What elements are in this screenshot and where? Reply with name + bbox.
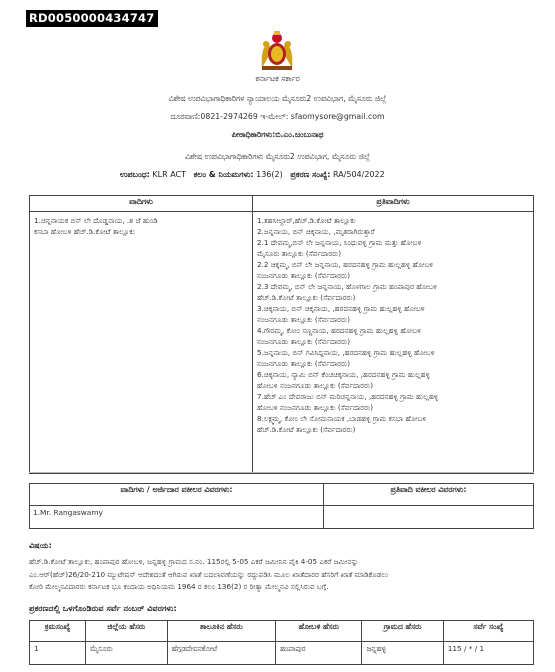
respondent-line: ನಂಜನಗೂಡು ತಾಲ್ಲೂಕು (ಸೆರ್ವದಾರರು) (257, 359, 351, 368)
respondents-cell (253, 212, 534, 474)
karnataka-emblem-icon (254, 28, 300, 72)
survey-cell: ಜನ್ನಹಳ್ಳಿ (362, 642, 443, 665)
respondent-advocate-value (324, 506, 534, 529)
subject-line: ಹೆಚ್.ಡಿ.ಕೋಟೆ ತಾಲ್ಲೂಕು, ಹಂಪಾಪುರ ಹೋಬಳಿ, ಜನ್ನಹಳ್ಳಿ ಗ್ರಾಮದ ಸ.ನಂ. 115ರಲ್ಲಿ 5-05 ಎಕರೆ ಜಮೀನಿನ ಪೈಕಿ 4-05 ಎಕರೆ ಜಮೀನನ್ನು (29, 557, 359, 566)
survey-col-header: ಕ್ರಮಸಂಖ್ಯೆ (30, 621, 86, 642)
advocates-table (29, 483, 534, 529)
survey-title: ಪ್ರಕರಣದಲ್ಲಿ ಒಳಗೊಂಡಿರುವ ಸರ್ವೆ ನಂಬರ್ ವಿವರಗಳು: (29, 603, 177, 613)
subject-title: ವಿಷಯ: (29, 540, 52, 550)
presiding-officer: ಪೀಠಾಧಿಕಾರಿಗಳು:ಬಿ.ಎಂ.ಜಂಬುನಾಥ (231, 130, 324, 139)
case-number-value: RA/504/2022 (332, 170, 385, 179)
respondent-line: 6.ಚಿಕ್ಕನಾಯ, ನ್ಯಾಮಿ ಬಿನ್ ಕೆಂಚಚಿಕ್ಕನಾಯ, ,ಹರದನಹಳ್ಳಿ ಗ್ರಾಮ ಹುಲ್ಲಹಳ್ಳಿ (257, 370, 431, 379)
office-name: ವಿಶೇಷ ಉಪವಿಭಾಗಾಧಿಕಾರಿಗಳು ಮೈಸೂರು2 ಉಪವಿಭಾಗ, ಮೈಸೂರು ಜಿಲ್ಲೆ (184, 152, 371, 161)
petitioner-line: 1.ಚನ್ನನಾಯಕ ಬಿನ್ ಲೇ ದೊಡ್ಡನಾಯ, .ಶ ಜೆ ಹುಂಡಿ (34, 216, 158, 225)
petitioners-cell (30, 212, 253, 474)
divider (29, 472, 534, 473)
court-name: ವಿಶೇಷ ಉಪವಿಭಾಗಾಧಿಕಾರಿಗಳ ನ್ಯಾಯಾಲಯ ಮೈಸೂರು2 ಉಪವಿಭಾಗ, ಮೈಸೂರು ಜಿಲ್ಲೆ (168, 94, 387, 103)
parties-table (29, 195, 534, 474)
survey-col-header: ಗ್ರಾಮದ ಹೆಸರು (362, 621, 443, 642)
petitioners-header: ವಾದಿಗಳು (30, 196, 253, 212)
government-title: ಕರ್ನಾಟಕ ಸರ್ಕಾರ (255, 74, 300, 83)
respondent-line: ಹೋಬಳಿ ನಂಜನಗೂಡು ತಾಲ್ಲೂಕು (ಸೆರ್ವದಾರರು) (257, 403, 373, 412)
respondent-line: 3.ಚಿಕ್ಕನಾಯ, ಬಿನ್ ಚಿಕ್ಕನಾಯ, ,ಹರದನಹಳ್ಳಿ ಗ್ರಾಮ ಹುಲ್ಲಹಳ್ಳಿ ಹೋಬಳಿ (257, 304, 425, 313)
petitioner-advocate-value: 1.Mr. Rangaswamy (30, 506, 324, 529)
section-value: 136(2) (256, 170, 283, 179)
case-meta (120, 170, 385, 180)
reference-number: RD0050000434747 (26, 10, 158, 27)
respondent-line: ನಂಜನಗೂಡು ತಾಲ್ಲೂಕು (ಸೆರ್ವದಾರರು) (257, 337, 351, 346)
respondent-line: 2.1 ದೇವಮ್ಮ,ಬಿನ್ ಲೇ ಜನ್ನನಾಯ, ಸಿಂಧುವಳ್ಳಿ ಗ್ರಾಮ ಮತ್ತು ಹೋಬಳಿ (257, 238, 422, 247)
respondent-line: 7.ಹೆಚ್ ಎಂ ದೇವರಾಜು ಬಿನ್ ಮರಿಚನ್ನನಾಯ, ,ಹರದನಹಳ್ಳಿ ಗ್ರಾಮ ಹುಲ್ಲಹಳ್ಳಿ (257, 392, 439, 401)
respondent-line: 2.2 ಚಿಕ್ಕಮ್ಮ, ಬಿನ್ ಲೇ ಜನ್ನನಾಯ, ಹರದನಹಳ್ಳಿ ಗ್ರಾಮ ಹುಲ್ಲಹಳ್ಳಿ ಹೋಬಳಿ (257, 260, 434, 269)
survey-col-header: ಸರ್ವೆ ಸಂಖ್ಯೆ (443, 621, 533, 642)
act-label: ಉಪಬಂಧ: (120, 170, 150, 179)
subject-line: ಎಂ.ಆರ್(ಹೆಚ್)26/20-210 ಮ್ಯುಟೇಷನ್ ಆದೇಶದಂತೆ ಆಗಿರುವ ಖಾತೆ ಬದಲಾವಣೆಯನ್ನು ರದ್ದುಪಡಿಸಿ ಮೂಲ ಖಾತೆದಾರರ ಹೆಸರಿಗೆ ಖಾತೆ ಮಾಡಿಕೊಡಲು (29, 569, 389, 579)
contact-info: ದೂರವಾಣಿ:0821-2974269 ಇ-ಮೇಲ್: sfaomysore@gmail.com (170, 112, 385, 121)
survey-col-header: ಜಿಲ್ಲೆಯ ಹೆಸರು (86, 621, 168, 642)
survey-cell: ಹಂಪಾಪುರ (276, 642, 362, 665)
section-label: ಕಲಂ & ನಿಯಮಗಳು: (193, 170, 254, 179)
survey-cell: ಮೈಸೂರು (86, 642, 168, 665)
respondent-line: 2.ಜನ್ನನಾಯ, ಬಿನ್ ಚಿಕ್ಕನಾಯ, ,ಮೃತರಾಗಿರುತ್ತಾರೆ (257, 227, 375, 236)
respondent-line: ಮೈಸೂರು ತಾಲ್ಲೂಕು (ಸೆರ್ವದಾರರು) (257, 249, 342, 258)
petitioner-line: ಕಸಬಾ ಹೋಬಳಿ ಹೆಚ್.ಡಿ.ಕೋಟೆ ತಾಲ್ಲೂಕು (34, 227, 135, 236)
respondent-line: ನಂಜನಗೂಡು ತಾಲ್ಲೂಕು (ಸೆರ್ವದಾರರು) (257, 315, 351, 324)
respondent-line: 2.3 ದೇವಮ್ಮ, ಬಿನ್ ಲೇ ಜನ್ನನಾಯ, ಹೊಳಗಾಲ ಗ್ರಾಮ ಹಂಪಾಪುರ ಹೋಬಳಿ (257, 282, 437, 291)
respondent-line: ಹೆಚ್.ಡಿ.ಕೋಟೆ ತಾಲ್ಲೂಕು (ಸೆರ್ವದಾರರು) (257, 293, 356, 302)
case-number-label: ಪ್ರಕರಣ ಸಂಖ್ಯೆ: (290, 170, 331, 179)
survey-cell: ಹೆಗ್ಗಡದೇವನಕೋಟೆ (167, 642, 275, 665)
respondent-line: 5.ಜನ್ನನಾಯ, ಬಿನ್ ಗವಿಸಿದ್ದನಾಯ, ,ಹರದನಹಳ್ಳಿ ಗ್ರಾಮ ಹುಲ್ಲಹಳ್ಳಿ ಹೋಬಳಿ (257, 348, 435, 357)
survey-table (29, 620, 534, 665)
respondent-line: 1.ತಹಸೀಲ್ದಾರ್,ಹೆಚ್.ಡಿ.ಕೋಟೆ ತಾಲ್ಲೂಕು (257, 216, 356, 225)
respondent-line: ನಂಜನಗೂಡು ತಾಲ್ಲೂಕು (ಸೆರ್ವದಾರರು) (257, 271, 351, 280)
subject-body (29, 556, 534, 594)
survey-cell: 115 / * / 1 (443, 642, 533, 665)
respondent-line: ಹೋಬಳಿ ನಂಜನಗೂಡು ತಾಲ್ಲೂಕು (ಸೆರ್ವದಾರರು) (257, 381, 373, 390)
act-value: KLR ACT (152, 170, 187, 179)
respondent-line: ಹೆಚ್.ಡಿ.ಕೋಟೆ ತಾಲ್ಲೂಕು (ಸೆರ್ವದಾರರು) (257, 425, 356, 434)
respondents-header: ಪ್ರತಿವಾದಿಗಳು (253, 196, 534, 212)
respondent-advocate-header: ಪ್ರತಿವಾದಿ ವಕೀಲರ ವಿವರಗಳು: (324, 484, 534, 506)
survey-header-row (30, 621, 534, 642)
respondent-line: 8.ಲಕ್ಷ್ಮಮ್ಮ, ಕೋಂ ಲೇ ಸೋಮನಾಯಕ ,ಬಾಡಹಳ್ಳಿ ಗ್ರಾಮ ಕಸಬಾ ಹೋಬಳಿ (257, 414, 427, 423)
petitioner-advocate-header: ವಾದಿಗಳು / ಅರ್ಜಿದಾರ ವಕೀಲರ ವಿವರಗಳು: (30, 484, 324, 506)
survey-cell: 1 (30, 642, 86, 665)
table-row (30, 642, 534, 665)
respondent-line: 4.ಗೌರಮ್ಮ, ಕೋಂ ಸಣ್ಣನಾಯ, ಹರದನಹಳ್ಳಿ ಗ್ರಾಮ ಹುಲ್ಲಹಳ್ಳಿ ಹೋಬಳಿ (257, 326, 422, 335)
subject-line: ಕೋರಿ ಮೇಲ್ಮನವಿದಾರರು ಕರ್ನಾಟಕ ಭೂ ಕಂದಾಯ ಅಧಿನಿಯಮ 1964 ರ ಕಲಂ 136(2) ರ ರೀತ್ಯಾ ಮೇಲ್ಮನವಿ ಸಲ್ಲಿಸಿರುವ ಬಗ್ಗೆ. (29, 582, 329, 591)
survey-col-header: ಹೋಬಳಿ ಹೆಸರು (276, 621, 362, 642)
survey-col-header: ತಾಲೂಕಿನ ಹೆಸರು (167, 621, 275, 642)
